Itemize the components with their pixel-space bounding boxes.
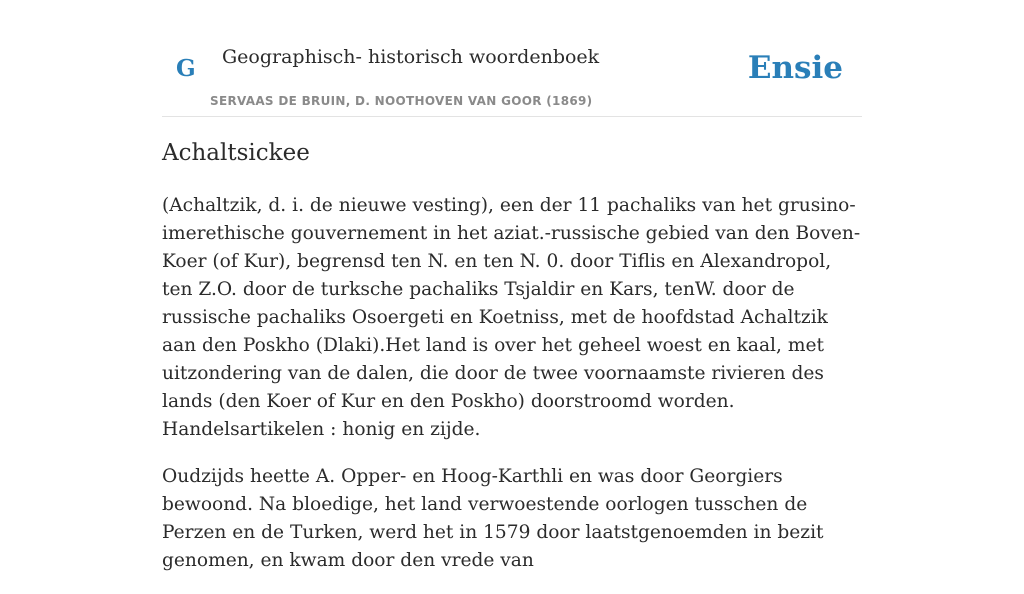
book-title[interactable]: Geographisch- historisch woordenboek — [222, 46, 600, 68]
book-header — [162, 0, 862, 117]
entry-paragraph: (Achaltzik, d. i. de nieuwe vesting), een der 11 pachaliks van het grusino-imerethische gouvernement in het aziat.-russische gebied van den Boven-Koer (of Kur), begrensd ten N. en ten N. 0. door Tiflis en Alexandropol, ten Z.O. door de turksche pachaliks Tsjaldir en Kars, tenW. door de russische pachaliks Osoergeti en Koetniss, met de hoofdstad Achaltzik aan den Poskho (Dlaki).Het land is over het geheel woest en kaal, met uitzondering van de dalen, die door de twee voornaamste rivieren des lands (den Koer of Kur en den Poskho) doorstroomd worden. Handelsartikelen : honig en zijde. — [162, 195, 861, 440]
book-authors: SERVAAS DE BRUIN, D. NOOTHOVEN VAN GOOR (1869) — [210, 94, 593, 108]
entry-paragraph: Oudzijds heette A. Opper- en Hoog-Karthli en was door Georgiers bewoond. Na bloedige, het land verwoestende oorlogen tusschen de Perzen en de Turken, werd het in 1579 door laatstgenoemden in bezit genomen, en kwam door den vrede van — [162, 466, 824, 571]
book-letter-badge[interactable]: G — [176, 55, 196, 82]
page — [162, 0, 862, 571]
entry-title: Achaltsickee — [162, 140, 310, 166]
entry-body — [162, 192, 862, 594]
ensie-logo[interactable]: Ensie — [747, 50, 843, 86]
